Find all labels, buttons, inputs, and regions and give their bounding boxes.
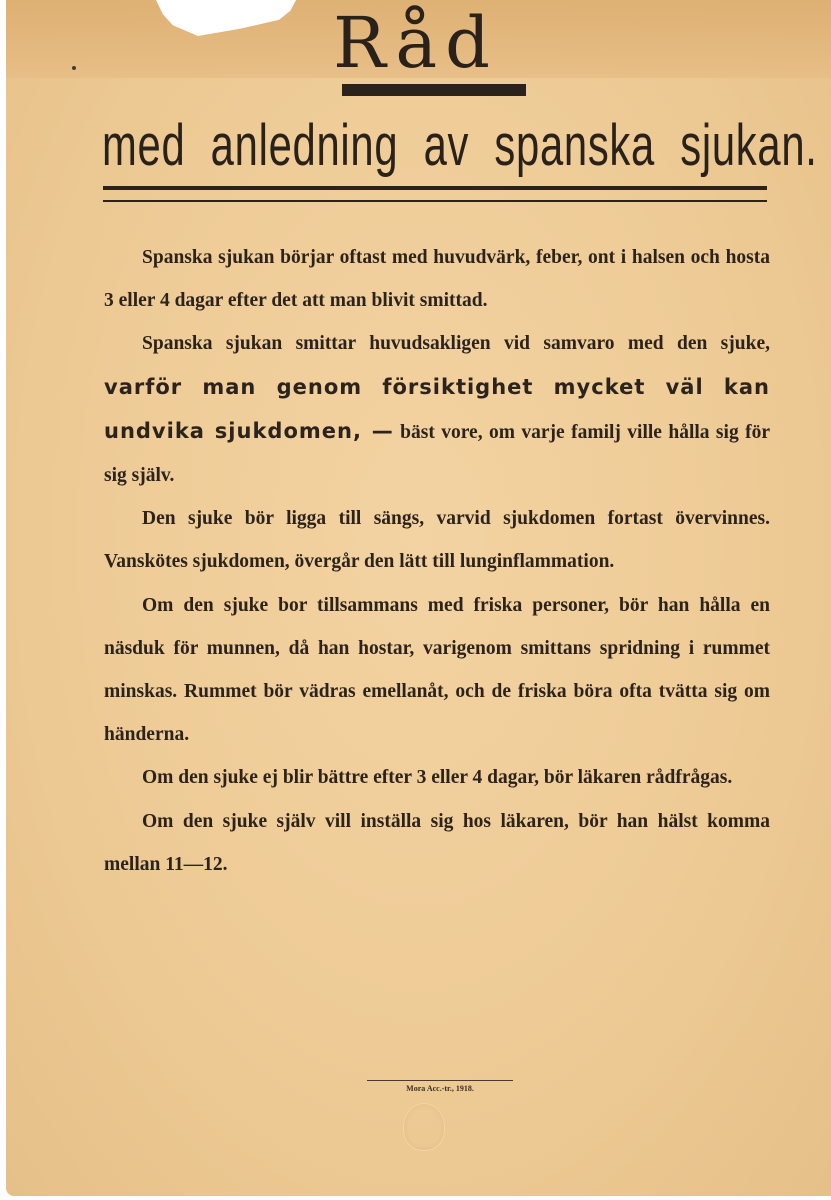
title-underline-bar [342, 84, 526, 96]
poster-subtitle: med anledning av spanska sjukan. [102, 113, 818, 178]
paragraph-consult-doctor [104, 756, 770, 799]
paragraph-text: Spanska sjukan smittar huvudsakligen vid samvaro med den sjuke, [142, 333, 770, 355]
embossed-seal-icon [404, 1104, 444, 1150]
paragraph-text: Spanska sjukan börjar oftast med huvudvärk, feber, ont i halsen och hosta 3 eller 4 dagar efter det att man blivit smittad. [104, 247, 770, 312]
paragraph-text: bäst vore, om varje familj ville hålla sig för sig själv. [104, 421, 770, 487]
paragraph-visit-hours [104, 800, 770, 886]
double-rule-thin [103, 200, 767, 202]
paragraph-contagion [104, 322, 770, 497]
paragraph-text: Om den sjuke bor tillsammans med friska personer, bör han hålla en näsduk för munnen, då han hostar, varigenom smittans spridning i rummet minskas. Rummet bör vädras emellanåt, och de friska böra ofta tvätta sig om händerna. [104, 594, 770, 746]
paragraph-bedrest [104, 497, 770, 583]
paragraph-text: Om den sjuke själv vill inställa sig hos läkaren, bör han hälst komma mellan 11—12. [104, 810, 770, 875]
emphasized-warning: varför man genom försiktighet mycket väl kan undvika sjukdomen, — [104, 374, 770, 443]
poster-title: Råd [333, 2, 498, 84]
paragraph-hygiene [104, 584, 770, 757]
paragraph-symptoms [104, 236, 770, 322]
imprint-rule [367, 1080, 513, 1081]
printer-imprint: Mora Acc.-tr., 1918. [406, 1084, 474, 1093]
double-rule-thick [103, 186, 767, 190]
paragraph-text: Om den sjuke ej blir bättre efter 3 eller 4 dagar, bör läkaren rådfrågas. [142, 767, 733, 789]
advice-body [104, 236, 770, 886]
paragraph-text: Den sjuke bör ligga till sängs, varvid sjukdomen fortast övervinnes. Vanskötes sjukdomen, övergår den lätt till lunginflammation. [104, 508, 770, 573]
